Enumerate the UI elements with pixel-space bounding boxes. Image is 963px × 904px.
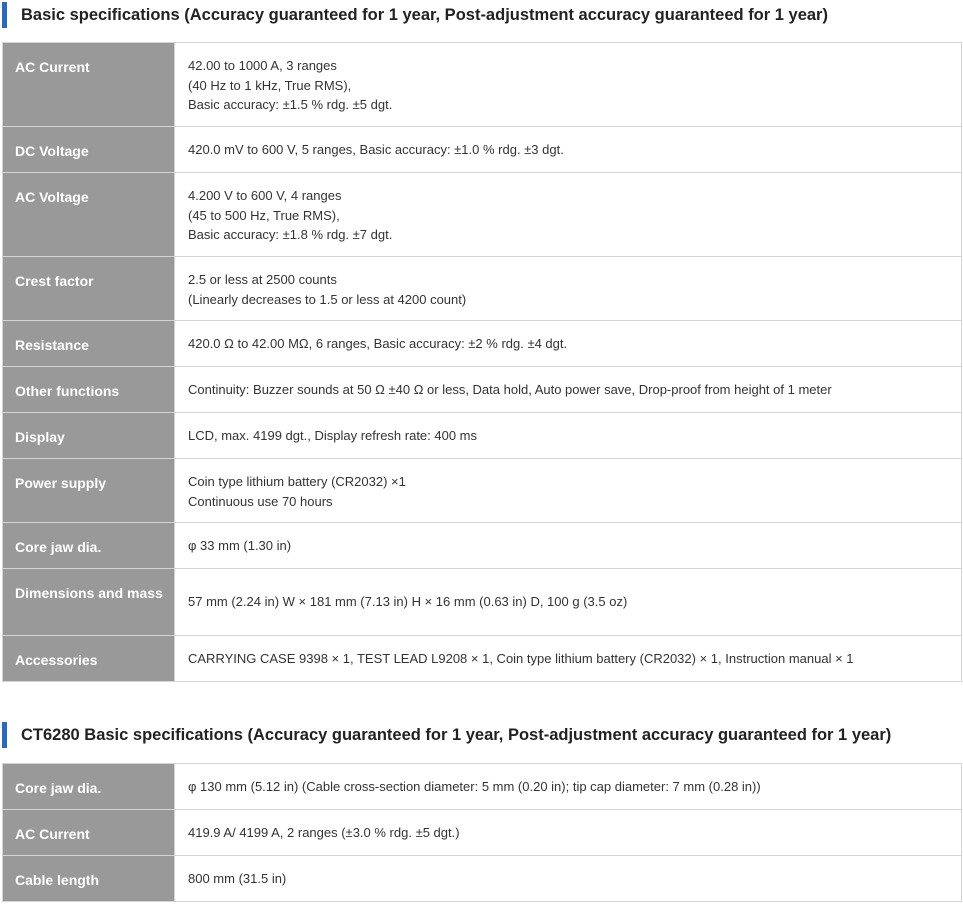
spec-value: 4.200 V to 600 V, 4 ranges (45 to 500 Hz, True RMS), Basic accuracy: ±1.8 % rdg. ±7 dgt. bbox=[175, 173, 962, 257]
heading-accent-bar bbox=[2, 722, 7, 748]
spec-value: Continuity: Buzzer sounds at 50 Ω ±40 Ω or less, Data hold, Auto power save, Drop-proof from height of 1 meter bbox=[175, 367, 962, 413]
spec-value: 42.00 to 1000 A, 3 ranges (40 Hz to 1 kHz, True RMS), Basic accuracy: ±1.5 % rdg. ±5 dgt. bbox=[175, 43, 962, 127]
spec-row-dc-voltage bbox=[3, 127, 962, 173]
spec-label: Power supply bbox=[3, 459, 175, 523]
spec-row-ac-current bbox=[3, 43, 962, 127]
spec-label: AC Current bbox=[3, 810, 175, 856]
spec-row-other-functions bbox=[3, 367, 962, 413]
spec-row-ac-voltage bbox=[3, 173, 962, 257]
spec-label: Display bbox=[3, 413, 175, 459]
spec-label: Crest factor bbox=[3, 257, 175, 321]
spec-label: Core jaw dia. bbox=[3, 523, 175, 569]
spec-label: AC Voltage bbox=[3, 173, 175, 257]
spec-label: AC Current bbox=[3, 43, 175, 127]
section-title: CT6280 Basic specifications (Accuracy guaranteed for 1 year, Post-adjustment accuracy guaranteed for 1 year) bbox=[21, 726, 892, 744]
spec-value: LCD, max. 4199 dgt., Display refresh rate: 400 ms bbox=[175, 413, 962, 459]
spec-value: Coin type lithium battery (CR2032) ×1 Continuous use 70 hours bbox=[175, 459, 962, 523]
spec-value: 420.0 Ω to 42.00 MΩ, 6 ranges, Basic accuracy: ±2 % rdg. ±4 dgt. bbox=[175, 321, 962, 367]
spec-value: 57 mm (2.24 in) W × 181 mm (7.13 in) H × 16 mm (0.63 in) D, 100 g (3.5 oz) bbox=[175, 569, 962, 636]
spec-label: Resistance bbox=[3, 321, 175, 367]
spec-label: Accessories bbox=[3, 636, 175, 682]
spec-row-resistance bbox=[3, 321, 962, 367]
spec-row-dimensions-and-mass bbox=[3, 569, 962, 636]
spec-row-accessories bbox=[3, 636, 962, 682]
spec-label: Other functions bbox=[3, 367, 175, 413]
spec-label: Core jaw dia. bbox=[3, 764, 175, 810]
spec-row-power-supply bbox=[3, 459, 962, 523]
spec-value: 419.9 A/ 4199 A, 2 ranges (±3.0 % rdg. ±5 dgt.) bbox=[175, 810, 962, 856]
spec-row-display bbox=[3, 413, 962, 459]
spec-row-cable-length bbox=[3, 856, 962, 902]
spec-value: 420.0 mV to 600 V, 5 ranges, Basic accuracy: ±1.0 % rdg. ±3 dgt. bbox=[175, 127, 962, 173]
section-heading-basic-specifications bbox=[0, 0, 963, 30]
spec-row-core-jaw-dia bbox=[3, 523, 962, 569]
spec-value: 2.5 or less at 2500 counts (Linearly decreases to 1.5 or less at 4200 count) bbox=[175, 257, 962, 321]
spec-value: φ 130 mm (5.12 in) (Cable cross-section diameter: 5 mm (0.20 in); tip cap diameter: 7 mm (0.28 in)) bbox=[175, 764, 962, 810]
heading-accent-bar bbox=[2, 2, 7, 28]
ct6280-specifications-table bbox=[2, 763, 962, 902]
spec-label: Dimensions and mass bbox=[3, 569, 175, 636]
spec-value: 800 mm (31.5 in) bbox=[175, 856, 962, 902]
spec-value: φ 33 mm (1.30 in) bbox=[175, 523, 962, 569]
spec-row-crest-factor bbox=[3, 257, 962, 321]
section-title: Basic specifications (Accuracy guaranteed for 1 year, Post-adjustment accuracy guaranteed for 1 year) bbox=[21, 6, 828, 24]
spec-row-ac-current bbox=[3, 810, 962, 856]
spec-label: Cable length bbox=[3, 856, 175, 902]
section-heading-ct6280-specifications bbox=[0, 720, 963, 750]
spec-label: DC Voltage bbox=[3, 127, 175, 173]
spec-row-core-jaw-dia bbox=[3, 764, 962, 810]
basic-specifications-table bbox=[2, 42, 962, 682]
spec-value: CARRYING CASE 9398 × 1, TEST LEAD L9208 × 1, Coin type lithium battery (CR2032) × 1, Instruction manual × 1 bbox=[175, 636, 962, 682]
